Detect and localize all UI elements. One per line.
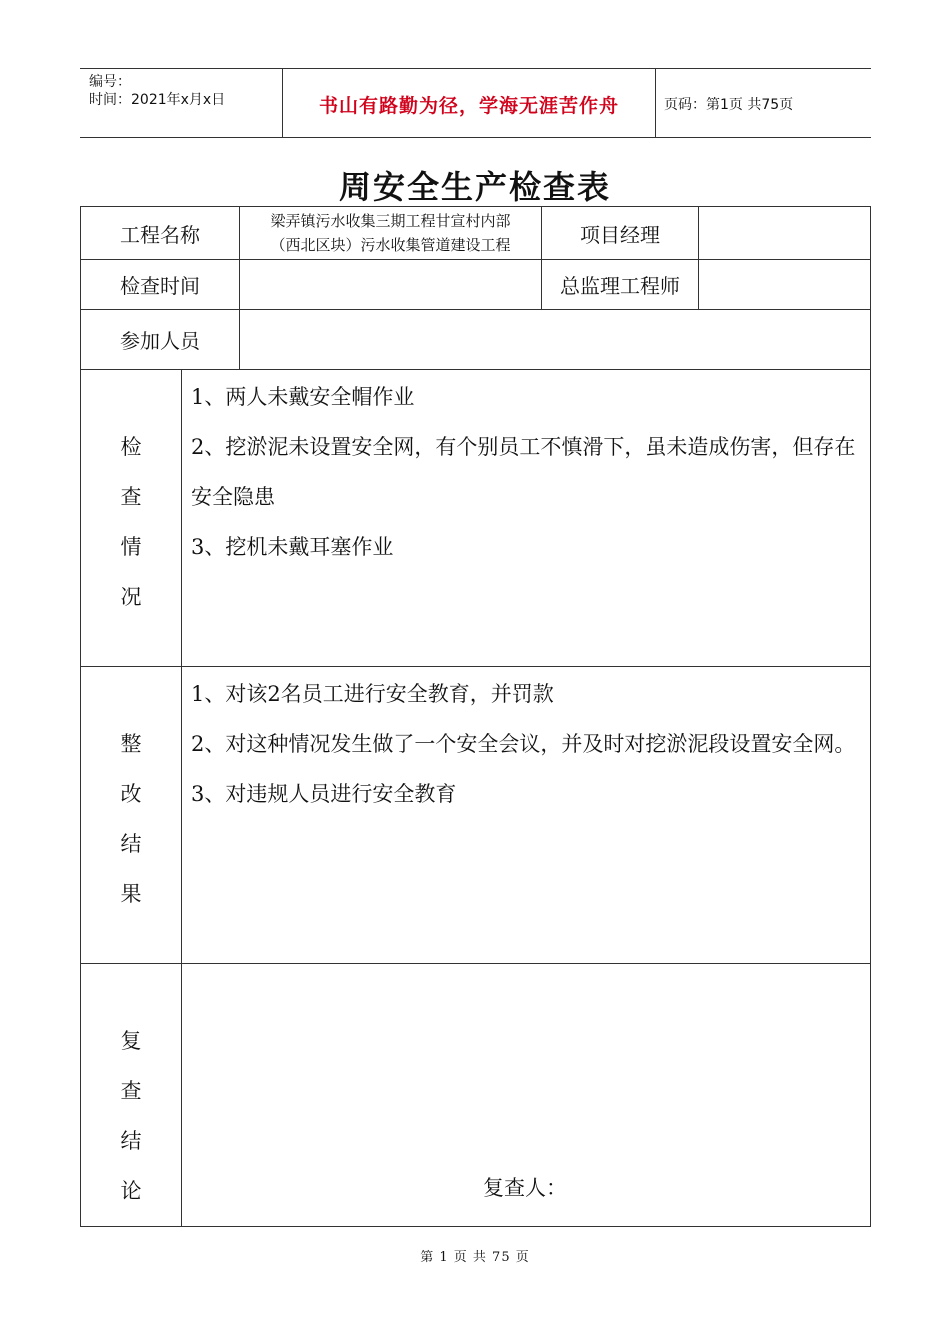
rectification-content	[191, 669, 861, 819]
project-name-line1: 梁弄镇污水收集三期工程甘宣村内部	[270, 212, 511, 230]
rectification-item: 2、对这种情况发生做了一个安全会议，并及时对挖淤泥段设置安全网。	[191, 732, 856, 756]
participants-label: 参加人员	[120, 329, 200, 353]
rectification-label	[81, 719, 181, 919]
page-footer: 第 1 页 共 75 页	[420, 1250, 530, 1265]
inspection-item: 3、挖机未戴耳塞作业	[191, 535, 394, 559]
row-divider	[81, 666, 870, 667]
chief-supervisor-value	[699, 260, 870, 309]
document-number-label: 编号：	[89, 74, 131, 90]
label-char: 整	[120, 732, 142, 756]
inspection-content	[191, 372, 861, 572]
label-char: 结	[120, 1129, 142, 1153]
project-name-label: 工程名称	[120, 222, 200, 247]
inspection-table	[80, 206, 871, 1227]
label-char: 况	[120, 585, 142, 609]
label-char: 复	[120, 1029, 142, 1053]
motto: 书山有路勤为径，学海无涯苦作舟	[318, 95, 619, 117]
header-motto-cell	[282, 69, 656, 137]
project-manager-label: 项目经理	[580, 222, 660, 247]
inspection-label	[81, 422, 181, 622]
project-name-line2: （西北区块）污水收集管道建设工程	[270, 236, 511, 254]
column-divider	[181, 369, 182, 1226]
inspection-item: 1、两人未戴安全帽作业	[191, 385, 415, 409]
row-divider	[81, 369, 870, 370]
page-info: 页码：第1页 共75页	[664, 97, 794, 113]
project-name-value	[240, 207, 541, 259]
label-char: 检	[120, 435, 142, 459]
label-char: 情	[120, 535, 142, 559]
review-label	[81, 1016, 181, 1216]
label-char: 查	[120, 1079, 142, 1103]
rectification-item: 1、对该2名员工进行安全教育，并罚款	[191, 682, 554, 706]
label-char: 论	[120, 1179, 142, 1203]
project-manager-value	[699, 207, 870, 259]
inspection-item: 2、挖淤泥未设置安全网，有个别员工不慎滑下，虽未造成伤害，但存在安全隐患	[191, 435, 856, 509]
header-meta	[80, 69, 282, 137]
row-divider	[81, 963, 870, 964]
header-page-cell	[656, 69, 871, 137]
label-char: 果	[120, 882, 142, 906]
reviewer-label: 复查人：	[483, 1176, 567, 1200]
participants-value	[240, 310, 870, 369]
label-char: 查	[120, 485, 142, 509]
label-char: 结	[120, 832, 142, 856]
page-title: 周安全生产检查表	[338, 168, 611, 206]
document-header	[80, 68, 871, 138]
label-char: 改	[120, 782, 142, 806]
check-time-label: 检查时间	[120, 274, 200, 298]
chief-supervisor-label: 总监理工程师	[560, 274, 680, 298]
document-time-label: 时间：2021年x月x日	[89, 92, 226, 108]
rectification-item: 3、对违规人员进行安全教育	[191, 782, 457, 806]
check-time-value	[240, 260, 541, 309]
